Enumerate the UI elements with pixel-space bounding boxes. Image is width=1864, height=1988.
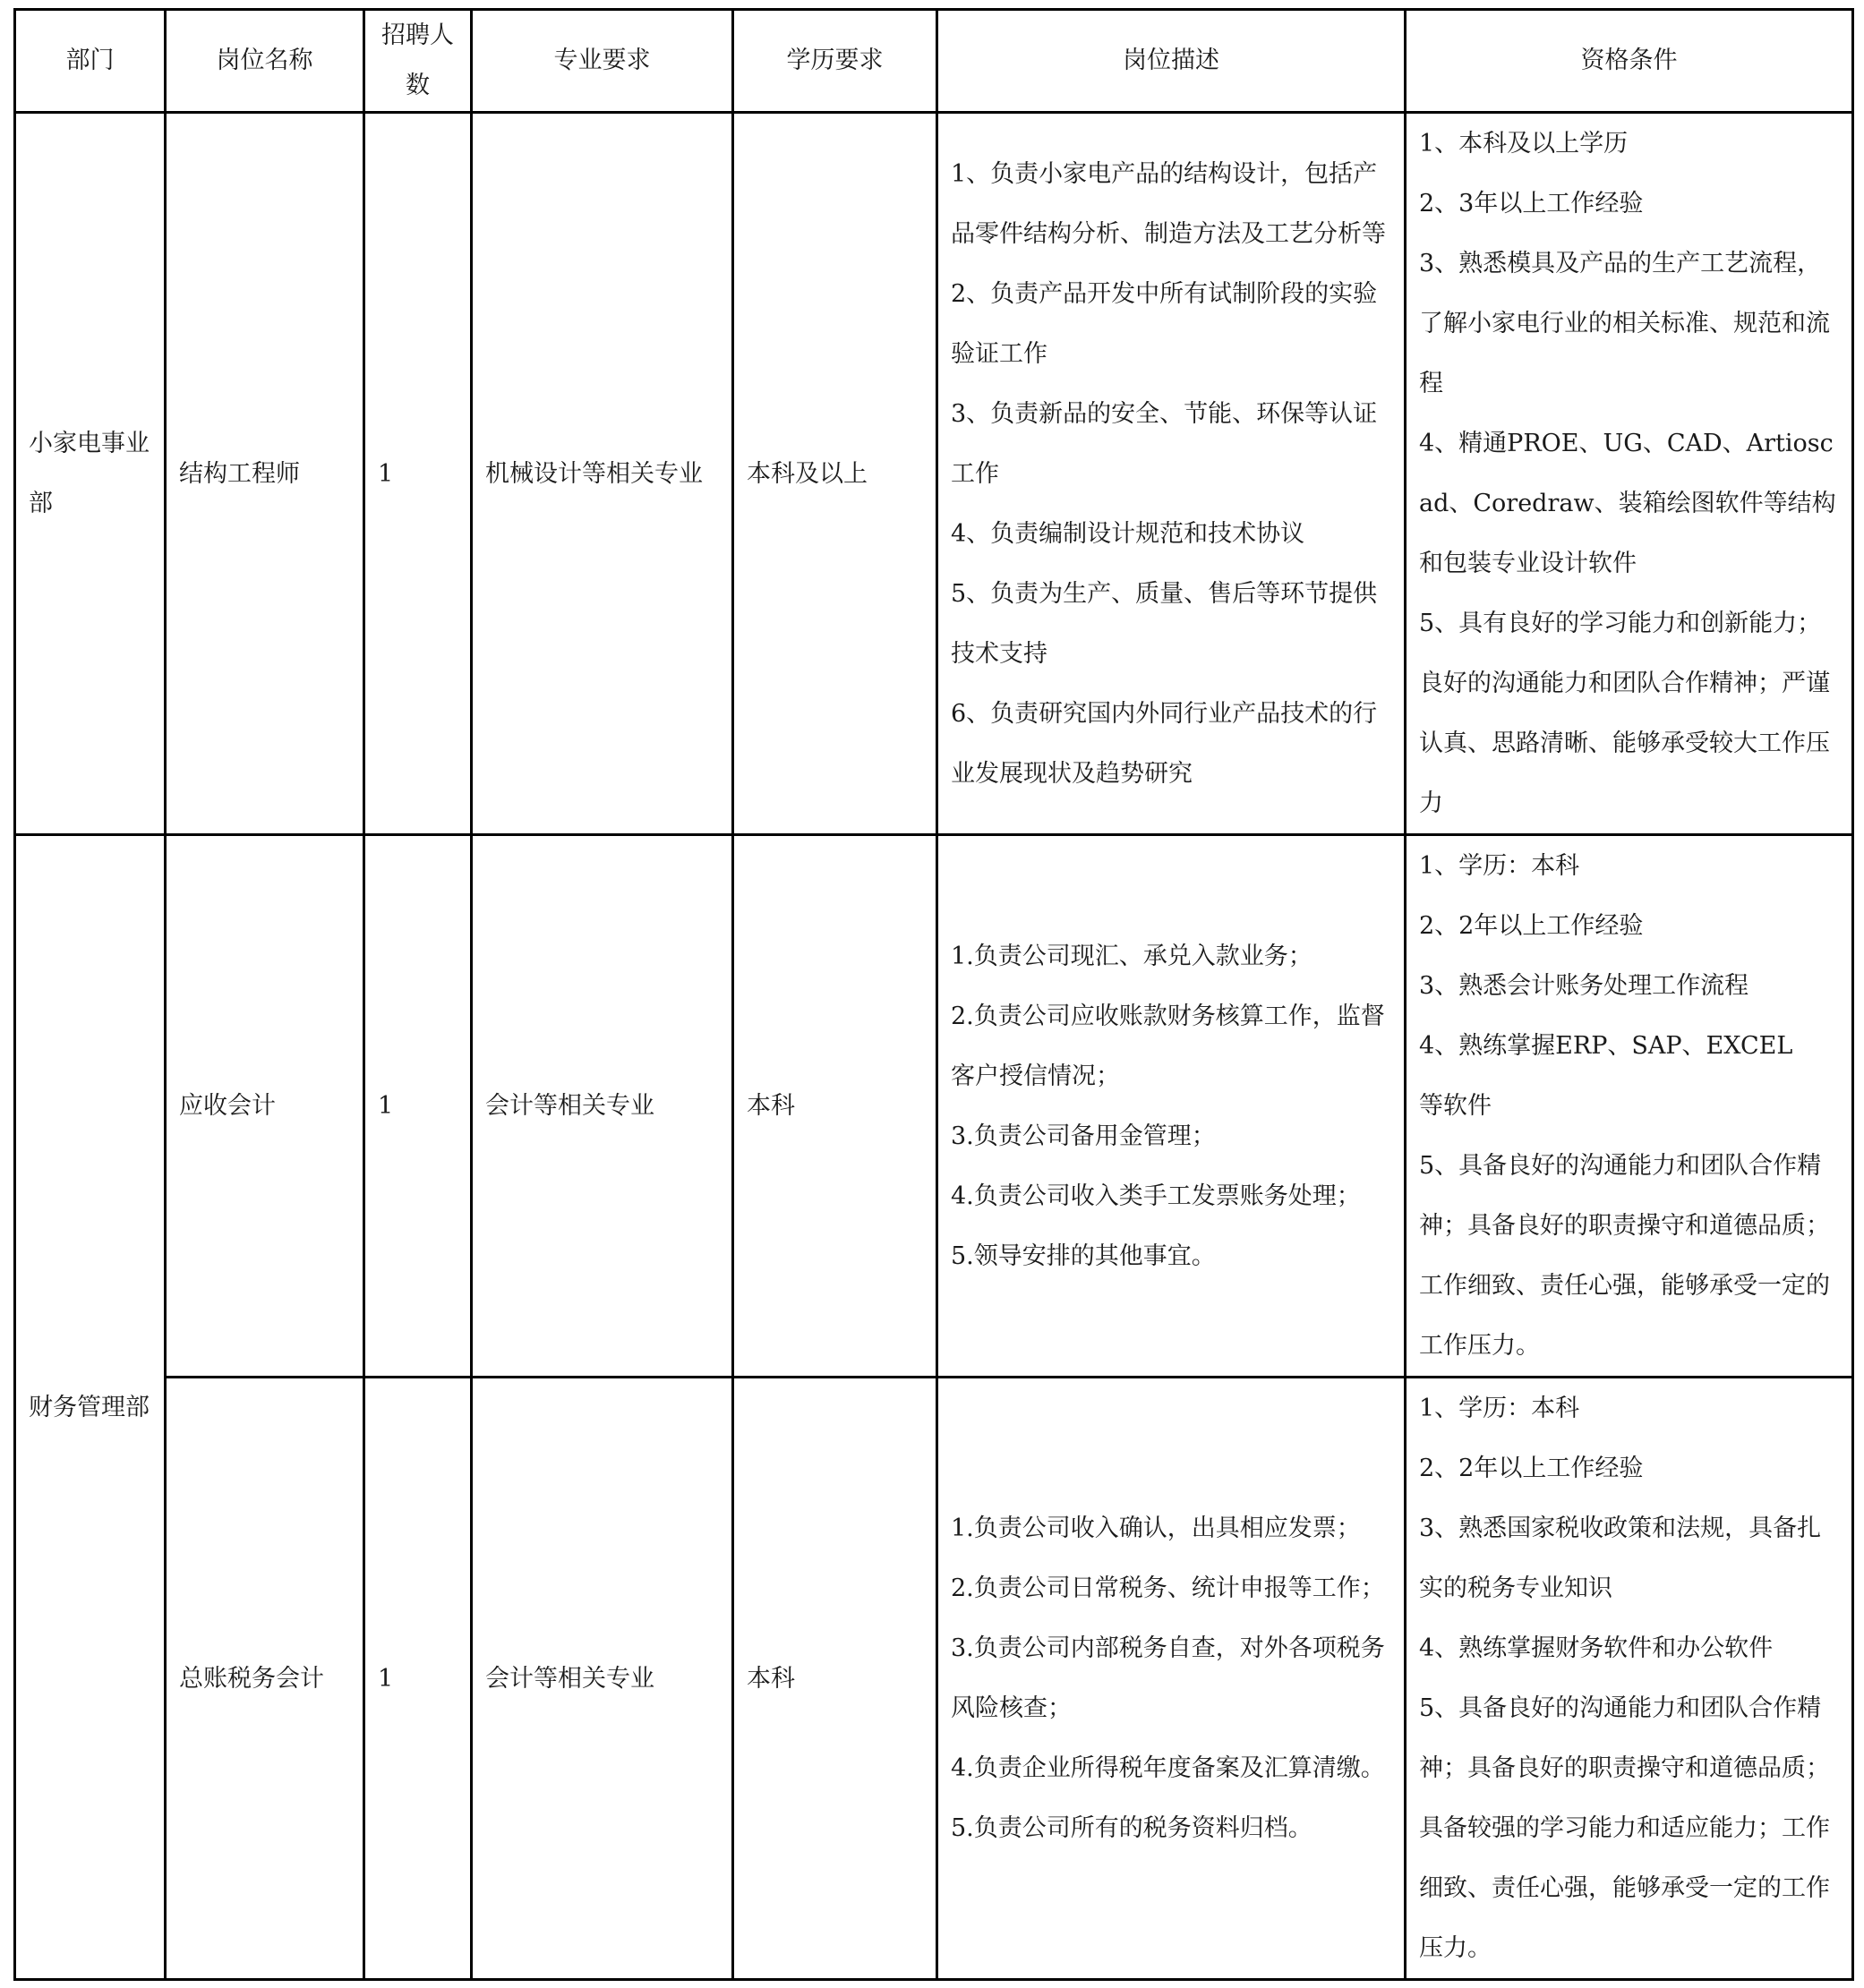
- list-item: 3、负责新品的安全、节能、环保等认证工作: [951, 399, 1378, 488]
- headcount-cell: 1: [364, 835, 472, 1378]
- list-item: 4.负责企业所得税年度备案及汇算清缴。: [951, 1754, 1385, 1782]
- position-cell: 结构工程师: [166, 113, 364, 835]
- header-major: 专业要求: [472, 10, 733, 113]
- list-item: 4.负责公司收入类手工发票账务处理；: [951, 1182, 1361, 1210]
- list-item: 3、熟悉国家税收政策和法规，具备扎实的税务专业知识: [1419, 1514, 1822, 1602]
- major-cell: 会计等相关专业: [472, 1378, 733, 1980]
- list-item: 1.负责公司现汇、承兑入款业务；: [951, 942, 1312, 970]
- department-cell: 小家电事业部: [15, 113, 166, 835]
- list-item: 4、负责编制设计规范和技术协议: [951, 519, 1305, 548]
- header-position: 岗位名称: [166, 10, 364, 113]
- job-openings-table: [13, 8, 1854, 1981]
- list-item: 3、熟悉会计账务处理工作流程: [1419, 972, 1749, 1000]
- headcount-cell: 1: [364, 1378, 472, 1980]
- qualifications-cell: [1406, 1378, 1853, 1980]
- list-item: 5.领导安排的其他事宜。: [951, 1241, 1216, 1270]
- list-item: 1、负责小家电产品的结构设计，包括产品零件结构分析、制造方法及工艺分析等: [951, 159, 1386, 248]
- table-row: [15, 113, 1853, 835]
- header-qualifications: 资格条件: [1406, 10, 1853, 113]
- list-item: 2、负责产品开发中所有试制阶段的实验验证工作: [951, 279, 1378, 368]
- header-row: [15, 10, 1853, 113]
- header-department: 部门: [15, 10, 166, 113]
- list-item: 2、3年以上工作经验: [1419, 190, 1644, 218]
- description-cell: [937, 835, 1406, 1378]
- qualifications-cell: [1406, 113, 1853, 835]
- list-item: 2、2年以上工作经验: [1419, 1455, 1644, 1482]
- list-item: 5.负责公司所有的税务资料归档。: [951, 1814, 1312, 1842]
- list-item: 2.负责公司应收账款财务核算工作，监督客户授信情况；: [951, 1002, 1385, 1090]
- list-item: 1.负责公司收入确认，出具相应发票；: [951, 1514, 1361, 1542]
- header-education: 学历要求: [733, 10, 937, 113]
- table-row: [15, 1378, 1853, 1980]
- list-item: 1、学历：本科: [1419, 852, 1580, 880]
- description-cell: [937, 113, 1406, 835]
- list-item: 4、熟练掌握财务软件和办公软件: [1419, 1634, 1774, 1662]
- education-cell: 本科: [733, 1378, 937, 1980]
- header-description: 岗位描述: [937, 10, 1406, 113]
- headcount-cell: 1: [364, 113, 472, 835]
- list-item: 3.负责公司内部税务自查，对外各项税务风险核查；: [951, 1634, 1385, 1722]
- list-item: 1、学历：本科: [1419, 1395, 1580, 1422]
- description-cell: [937, 1378, 1406, 1980]
- list-item: 2.负责公司日常税务、统计申报等工作；: [951, 1574, 1385, 1602]
- list-item: 4、熟练掌握ERP、SAP、EXCEL: [1419, 1032, 1793, 1060]
- table-row: [15, 835, 1853, 1378]
- education-cell: 本科: [733, 835, 937, 1378]
- list-item: 5、负责为生产、质量、售后等环节提供技术支持: [951, 579, 1378, 668]
- list-item: 1、本科及以上学历: [1419, 130, 1629, 158]
- position-cell: 总账税务会计: [166, 1378, 364, 1980]
- list-item: 3.负责公司备用金管理；: [951, 1122, 1216, 1150]
- list-item: 5、具备良好的沟通能力和团队合作精神；具备良好的职责操守和道德品质；工作细致、责任心强，能够承受一定的工作压力。: [1419, 1152, 1830, 1360]
- department-cell: 财务管理部: [15, 835, 166, 1980]
- header-headcount: 招聘人数: [364, 10, 472, 113]
- list-item: 4、精通PROE、UG、CAD、Artioscad、Coredraw、装箱绘图软件等结构和包装专业设计软件: [1419, 430, 1836, 577]
- list-item: 6、负责研究国内外同行业产品技术的行业发展现状及趋势研究: [951, 699, 1378, 788]
- education-cell: 本科及以上: [733, 113, 937, 835]
- list-item: 3、熟悉模具及产品的生产工艺流程，了解小家电行业的相关标准、规范和流程: [1419, 250, 1830, 397]
- list-item: 5、具有良好的学习能力和创新能力；良好的沟通能力和团队合作精神；严谨认真、思路清晰、能够承受较大工作压力: [1419, 610, 1830, 817]
- major-cell: 机械设计等相关专业: [472, 113, 733, 835]
- major-cell: 会计等相关专业: [472, 835, 733, 1378]
- qualifications-cell: [1406, 835, 1853, 1378]
- position-cell: 应收会计: [166, 835, 364, 1378]
- list-item: 2、2年以上工作经验: [1419, 912, 1644, 940]
- list-item: 等软件: [1419, 1092, 1492, 1120]
- list-item: 5、具备良好的沟通能力和团队合作精神；具备良好的职责操守和道德品质；具备较强的学习能力和适应能力；工作细致、责任心强，能够承受一定的工作压力。: [1419, 1694, 1830, 1962]
